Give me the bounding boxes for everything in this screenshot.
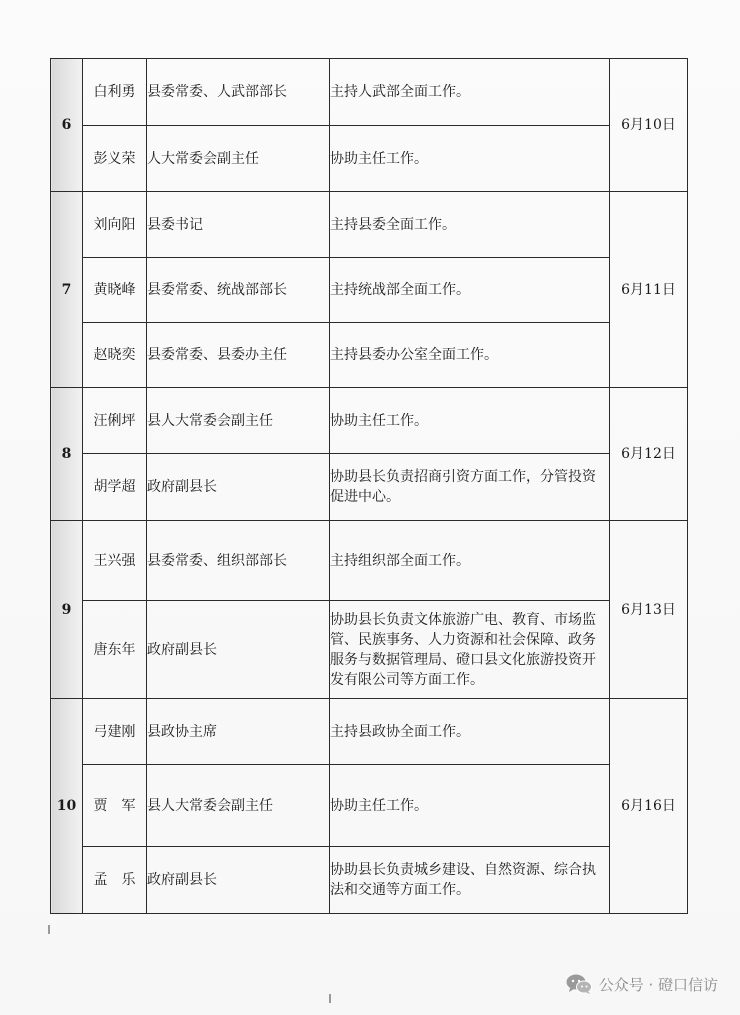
table-row bbox=[51, 126, 688, 192]
person-title: 县人大常委会副主任 bbox=[147, 388, 330, 454]
person-duty: 协助主任工作。 bbox=[330, 765, 610, 847]
person-title: 县委常委、统战部部长 bbox=[147, 258, 330, 323]
table-row bbox=[51, 765, 688, 847]
person-title: 人大常委会副主任 bbox=[147, 126, 330, 192]
wechat-icon bbox=[565, 973, 593, 995]
reception-date: 6月10日 bbox=[610, 59, 688, 192]
person-name: 刘向阳 bbox=[83, 192, 147, 258]
person-duty: 主持县委办公室全面工作。 bbox=[330, 323, 610, 388]
reception-date: 6月13日 bbox=[610, 521, 688, 699]
person-name: 彭义荣 bbox=[83, 126, 147, 192]
person-duty: 协助主任工作。 bbox=[330, 388, 610, 454]
table-row bbox=[51, 847, 688, 914]
scan-speck bbox=[329, 994, 331, 1003]
person-duty: 主持组织部全面工作。 bbox=[330, 521, 610, 601]
person-duty: 主持人武部全面工作。 bbox=[330, 59, 610, 126]
person-name: 胡学超 bbox=[83, 454, 147, 521]
reception-date: 6月12日 bbox=[610, 388, 688, 521]
person-name: 王兴强 bbox=[83, 521, 147, 601]
group-number: 6 bbox=[51, 59, 83, 192]
person-name: 赵晓奕 bbox=[83, 323, 147, 388]
person-name: 孟 乐 bbox=[83, 847, 147, 914]
group-number: 9 bbox=[51, 521, 83, 699]
person-duty: 主持统战部全面工作。 bbox=[330, 258, 610, 323]
scan-speck bbox=[48, 925, 50, 934]
person-name: 唐东年 bbox=[83, 601, 147, 699]
table-row bbox=[51, 59, 688, 126]
person-name: 白利勇 bbox=[83, 59, 147, 126]
wechat-footer bbox=[565, 973, 718, 995]
person-title: 政府副县长 bbox=[147, 454, 330, 521]
person-title: 县委常委、人武部部长 bbox=[147, 59, 330, 126]
person-duty: 协助县长负责文体旅游广电、教育、市场监管、民族事务、人力资源和社会保障、政务服务与数据管理局、磴口县文化旅游投资开发有限公司等方面工作。 bbox=[330, 601, 610, 699]
person-duty: 协助县长负责城乡建设、自然资源、综合执法和交通等方面工作。 bbox=[330, 847, 610, 914]
table-row bbox=[51, 388, 688, 454]
person-duty: 协助县长负责招商引资方面工作，分管投资促进中心。 bbox=[330, 454, 610, 521]
table-row bbox=[51, 454, 688, 521]
person-duty: 协助主任工作。 bbox=[330, 126, 610, 192]
person-name: 黄晓峰 bbox=[83, 258, 147, 323]
reception-schedule-table bbox=[50, 58, 688, 914]
table-row bbox=[51, 192, 688, 258]
table-row bbox=[51, 699, 688, 765]
person-duty: 主持县政协全面工作。 bbox=[330, 699, 610, 765]
reception-date: 6月11日 bbox=[610, 192, 688, 388]
person-title: 政府副县长 bbox=[147, 601, 330, 699]
person-title: 县委常委、县委办主任 bbox=[147, 323, 330, 388]
person-title: 县政协主席 bbox=[147, 699, 330, 765]
person-name: 弓建刚 bbox=[83, 699, 147, 765]
person-title: 县人大常委会副主任 bbox=[147, 765, 330, 847]
person-name: 贾 军 bbox=[83, 765, 147, 847]
person-title: 县委常委、组织部部长 bbox=[147, 521, 330, 601]
person-title: 县委书记 bbox=[147, 192, 330, 258]
group-number: 7 bbox=[51, 192, 83, 388]
table-row bbox=[51, 323, 688, 388]
person-name: 汪俐坪 bbox=[83, 388, 147, 454]
table-row bbox=[51, 601, 688, 699]
group-number: 10 bbox=[51, 699, 83, 914]
footer-text: 公众号 · 磴口信访 bbox=[598, 975, 718, 994]
person-title: 政府副县长 bbox=[147, 847, 330, 914]
person-duty: 主持县委全面工作。 bbox=[330, 192, 610, 258]
table-row bbox=[51, 521, 688, 601]
group-number: 8 bbox=[51, 388, 83, 521]
table-row bbox=[51, 258, 688, 323]
reception-date: 6月16日 bbox=[610, 699, 688, 914]
